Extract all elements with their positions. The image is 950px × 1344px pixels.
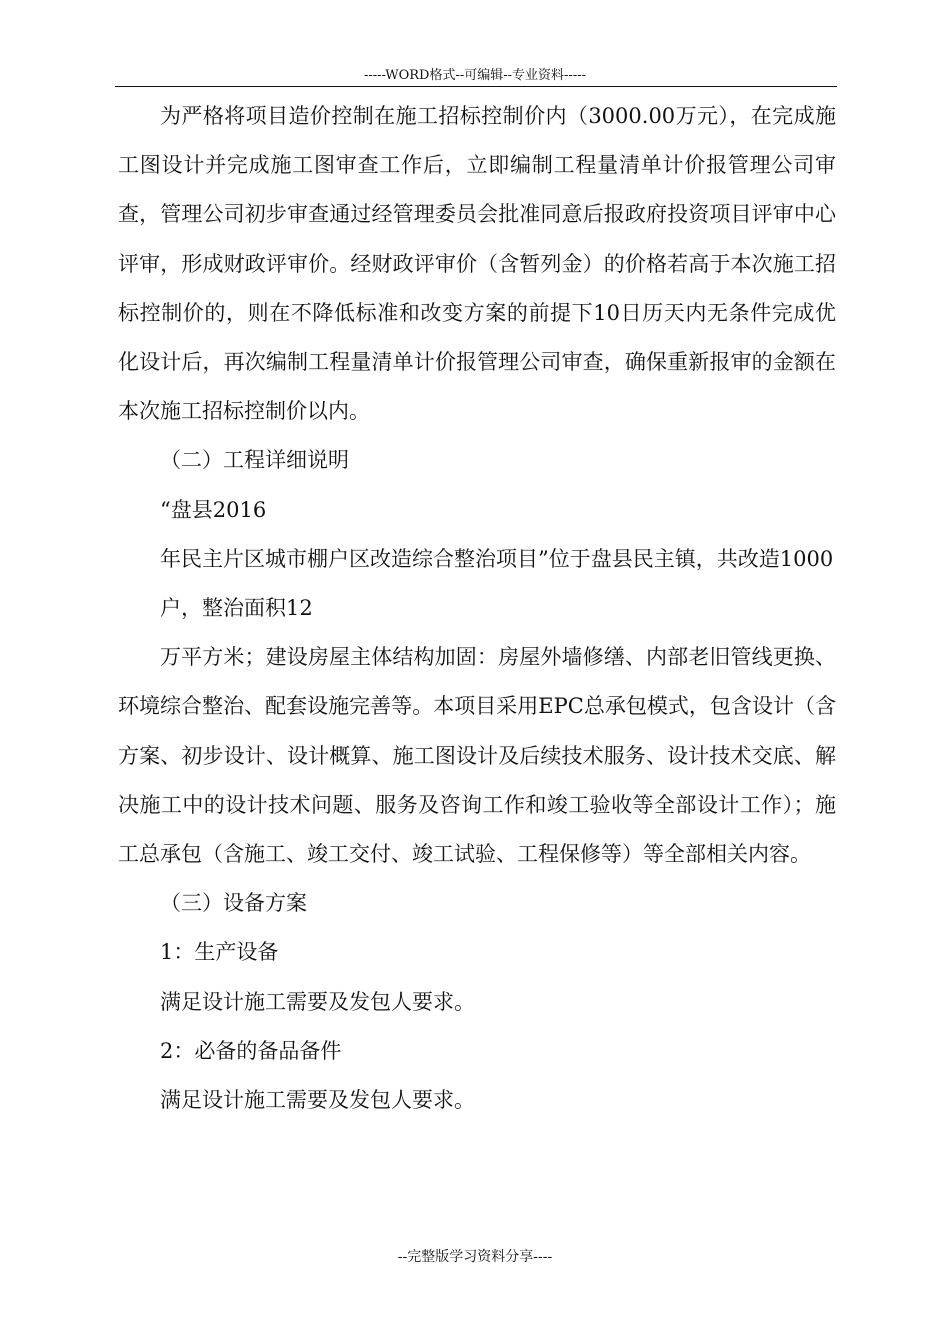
- paragraph-requirement-1: 满足设计施工需要及发包人要求。: [160, 989, 475, 1014]
- page-header: -----WORD格式--可编辑--专业资料-----: [363, 68, 587, 83]
- section-heading-project-details: （二）工程详细说明: [160, 448, 349, 473]
- page-footer: --完整版学习资料分享----: [397, 1249, 553, 1265]
- paragraph-project-location: 年民主片区城市棚户区改造综合整治项目”位于盘县民主镇，共改造1000: [160, 546, 834, 571]
- paragraph-project-name-start: “盘县2016: [160, 497, 267, 522]
- paragraph-scope: 万平方米；建设房屋主体结构加固：房屋外墙修缮、内部老旧管线更换、环境综合整治、配套设施完善等。本项目采用EPC总承包模式，包含设计（含方案、初步设计、设计概算、施工图设计及后续技术服务、设计技术交底、解决施工中的设计技术问题、服务及咨询工作和竣工验收等全部设计工作）；施工总承包（含施工、竣工交付、竣工试验、工程保修等）等全部相关内容。: [118, 645, 836, 867]
- section-heading-equipment: （三）设备方案: [160, 891, 307, 916]
- document-body: [118, 92, 836, 1125]
- paragraph-requirement-2: 满足设计施工需要及发包人要求。: [160, 1088, 475, 1113]
- paragraph-cost-control: 为严格将项目造价控制在施工招标控制价内（3000.00万元），在完成施工图设计并完成施工图审查工作后，立即编制工程量清单计价报管理公司审查，管理公司初步审查通过经管理委员会批准同意后报政府投资项目评审中心评审，形成财政评审价。经财政评审价（含暂列金）的价格若高于本次施工招标控制价的，则在不降低标准和改变方案的前提下10日历天内无条件完成优化设计后，再次编制工程量清单计价报管理公司审查，确保重新报审的金额在本次施工招标控制价以内。: [118, 104, 836, 424]
- paragraph-area: 户，整治面积12: [160, 596, 313, 621]
- item-production-equipment: 1：生产设备: [160, 940, 279, 965]
- header-divider: [115, 86, 837, 87]
- item-spare-parts: 2：必备的备品备件: [160, 1038, 342, 1063]
